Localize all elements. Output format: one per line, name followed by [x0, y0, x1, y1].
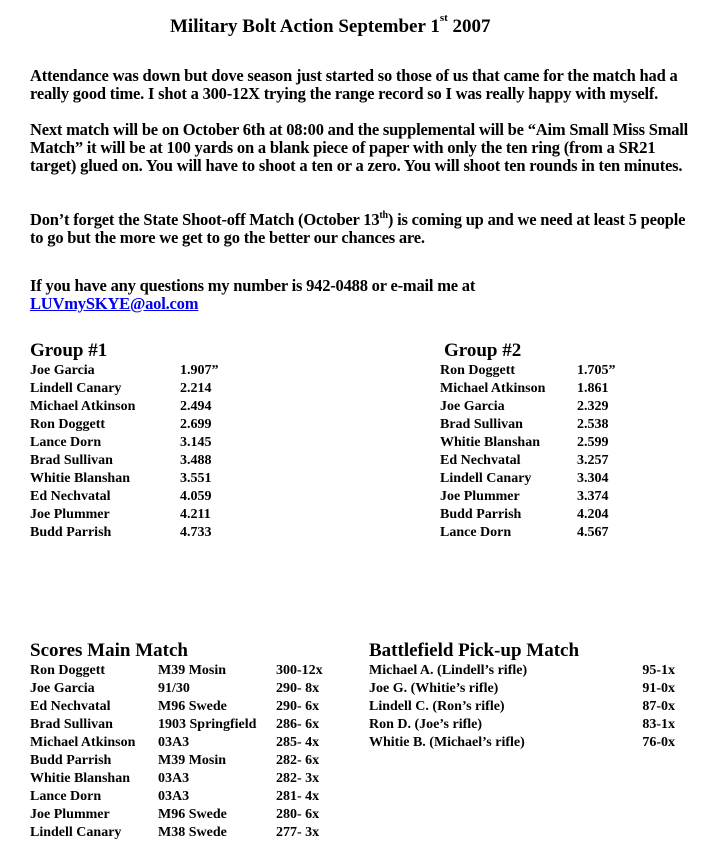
table-row — [440, 452, 616, 470]
shooter-name: Ron Doggett — [30, 663, 106, 678]
main-match-title: Scores Main Match — [30, 640, 188, 661]
table-row — [440, 416, 616, 434]
score: 300-12x — [276, 663, 323, 678]
rifle-name: 03A3 — [158, 735, 190, 750]
shoot-off-text-b: ) is coming up and we need at least 5 people to go but the more we get to go the better our chances are. — [30, 210, 686, 247]
table-row — [440, 470, 616, 488]
score: 290- 6x — [276, 699, 320, 714]
shooter-name: Ed Nechvatal — [30, 489, 111, 504]
score: 282- 6x — [276, 753, 320, 768]
paragraph-shoot-off — [30, 211, 700, 247]
table-row — [30, 506, 219, 524]
table-row — [440, 488, 616, 506]
group-size: 4.059 — [180, 489, 212, 504]
shooter-name: Whitie Blanshan — [30, 771, 130, 786]
group-size: 3.488 — [180, 453, 212, 468]
table-row — [30, 362, 219, 380]
table-row — [369, 680, 675, 698]
group-size: 2.538 — [577, 417, 609, 432]
shooter-name: Whitie Blanshan — [440, 435, 540, 450]
document-title — [0, 12, 703, 38]
shoot-off-text-a: Don’t forget the State Shoot-off Match (October 13 — [30, 210, 380, 229]
score: 286- 6x — [276, 717, 320, 732]
shooter-name: Lindell C. (Ron’s rifle) — [369, 699, 505, 714]
table-row — [30, 524, 219, 542]
shooter-name: Michael Atkinson — [30, 735, 136, 750]
group2-table — [440, 362, 616, 542]
shooter-name: Michael A. (Lindell’s rifle) — [369, 663, 528, 678]
table-row — [369, 716, 675, 734]
rifle-name: 91/30 — [158, 681, 190, 696]
shooter-name: Brad Sullivan — [30, 717, 113, 732]
contact-text: If you have any questions my number is 942-0488 or e-mail me at — [30, 276, 476, 295]
battlefield-table — [369, 662, 675, 752]
group-size: 4.567 — [577, 525, 609, 540]
table-row — [440, 362, 616, 380]
table-row — [30, 788, 323, 806]
score: 277- 3x — [276, 825, 320, 840]
table-row — [30, 698, 323, 716]
table-row — [369, 734, 675, 752]
group-size: 3.304 — [577, 471, 609, 486]
rifle-name: 1903 Springfield — [158, 717, 257, 732]
group-size: 2.329 — [577, 399, 609, 414]
shooter-name: Brad Sullivan — [440, 417, 523, 432]
score: 285- 4x — [276, 735, 320, 750]
score: 83-1x — [642, 717, 675, 732]
score: 281- 4x — [276, 789, 320, 804]
title-text: Military Bolt Action September 1 — [170, 16, 440, 37]
score: 87-0x — [642, 699, 675, 714]
table-row — [30, 824, 323, 842]
group-size: 2.214 — [180, 381, 212, 396]
shooter-name: Budd Parrish — [440, 507, 522, 522]
table-row — [30, 680, 323, 698]
rifle-name: M38 Swede — [158, 825, 227, 840]
table-row — [30, 470, 219, 488]
shooter-name: Whitie Blanshan — [30, 471, 130, 486]
paragraph-next-match: Next match will be on October 6th at 08:00 and the supplemental will be “Aim Small Miss Small Match” it will be at 100 yards on a blank piece of paper with only the ten ring (from a SR21 target) glued on. You will have to shoot a ten or a zero. You will shoot ten rounds in ten minutes. — [30, 120, 689, 175]
group2-title: Group #2 — [444, 340, 522, 361]
rifle-name: 03A3 — [158, 771, 190, 786]
rifle-name: M96 Swede — [158, 699, 227, 714]
shooter-name: Ron Doggett — [30, 417, 106, 432]
shooter-name: Joe G. (Whitie’s rifle) — [369, 681, 499, 696]
group-size: 2.699 — [180, 417, 212, 432]
shooter-name: Lindell Canary — [30, 381, 122, 396]
table-row — [30, 806, 323, 824]
table-row — [369, 698, 675, 716]
score: 282- 3x — [276, 771, 320, 786]
table-row — [440, 380, 616, 398]
group-size: 4.204 — [577, 507, 609, 522]
score: 76-0x — [642, 735, 675, 750]
shooter-name: Brad Sullivan — [30, 453, 113, 468]
group-size: 2.494 — [180, 399, 212, 414]
table-row — [30, 752, 323, 770]
shoot-off-sup: th — [379, 210, 388, 221]
shooter-name: Lance Dorn — [440, 525, 512, 540]
score: 280- 6x — [276, 807, 320, 822]
table-row — [30, 488, 219, 506]
group-size: 3.257 — [577, 453, 609, 468]
table-row — [440, 434, 616, 452]
shooter-name: Michael Atkinson — [440, 381, 546, 396]
group-size: 3.551 — [180, 471, 212, 486]
group-size: 4.211 — [180, 507, 211, 522]
score: 95-1x — [642, 663, 675, 678]
group-size: 4.733 — [180, 525, 212, 540]
group-size: 1.861 — [577, 381, 609, 396]
paragraph-contact — [30, 277, 700, 313]
table-row — [30, 380, 219, 398]
battlefield-title: Battlefield Pick-up Match — [369, 640, 580, 661]
rifle-name: 03A3 — [158, 789, 190, 804]
shooter-name: Joe Garcia — [30, 681, 95, 696]
shooter-name: Whitie B. (Michael’s rifle) — [369, 735, 525, 750]
title-sup: st — [439, 12, 448, 24]
table-row — [30, 734, 323, 752]
table-row — [30, 770, 323, 788]
shooter-name: Lindell Canary — [440, 471, 532, 486]
shooter-name: Joe Garcia — [30, 363, 95, 378]
rifle-name: M96 Swede — [158, 807, 227, 822]
shooter-name: Lindell Canary — [30, 825, 122, 840]
score: 91-0x — [642, 681, 675, 696]
rifle-name: M39 Mosin — [158, 663, 227, 678]
shooter-name: Joe Plummer — [30, 507, 110, 522]
table-row — [30, 662, 323, 680]
table-row — [440, 524, 616, 542]
group-size: 1.705” — [577, 363, 616, 378]
main-match-table — [30, 662, 323, 842]
table-row — [369, 662, 675, 680]
table-row — [30, 452, 219, 470]
shooter-name: Ed Nechvatal — [30, 699, 111, 714]
shooter-name: Ron D. (Joe’s rifle) — [369, 717, 483, 732]
group1-title: Group #1 — [30, 340, 108, 361]
score: 290- 8x — [276, 681, 320, 696]
table-row — [30, 716, 323, 734]
shooter-name: Ron Doggett — [440, 363, 516, 378]
shooter-name: Lance Dorn — [30, 789, 102, 804]
title-year: 2007 — [447, 16, 491, 37]
table-row — [440, 398, 616, 416]
group-size: 2.599 — [577, 435, 609, 450]
shooter-name: Budd Parrish — [30, 753, 112, 768]
shooter-name: Lance Dorn — [30, 435, 102, 450]
shooter-name: Joe Plummer — [30, 807, 110, 822]
table-row — [30, 398, 219, 416]
group-size: 1.907” — [180, 363, 219, 378]
shooter-name: Ed Nechvatal — [440, 453, 521, 468]
group-size: 3.374 — [577, 489, 609, 504]
table-row — [30, 434, 219, 452]
shooter-name: Joe Plummer — [440, 489, 520, 504]
group1-table — [30, 362, 219, 542]
paragraph-attendance: Attendance was down but dove season just started so those of us that came for the match had a really good time. I shot a 300-12X trying the range record so I was really happy with myself. — [30, 66, 678, 103]
table-row — [440, 506, 616, 524]
rifle-name: M39 Mosin — [158, 753, 227, 768]
table-row — [30, 416, 219, 434]
group-size: 3.145 — [180, 435, 212, 450]
shooter-name: Joe Garcia — [440, 399, 505, 414]
email-link[interactable]: LUVmySKYE@aol.com — [30, 294, 199, 313]
shooter-name: Michael Atkinson — [30, 399, 136, 414]
shooter-name: Budd Parrish — [30, 525, 112, 540]
